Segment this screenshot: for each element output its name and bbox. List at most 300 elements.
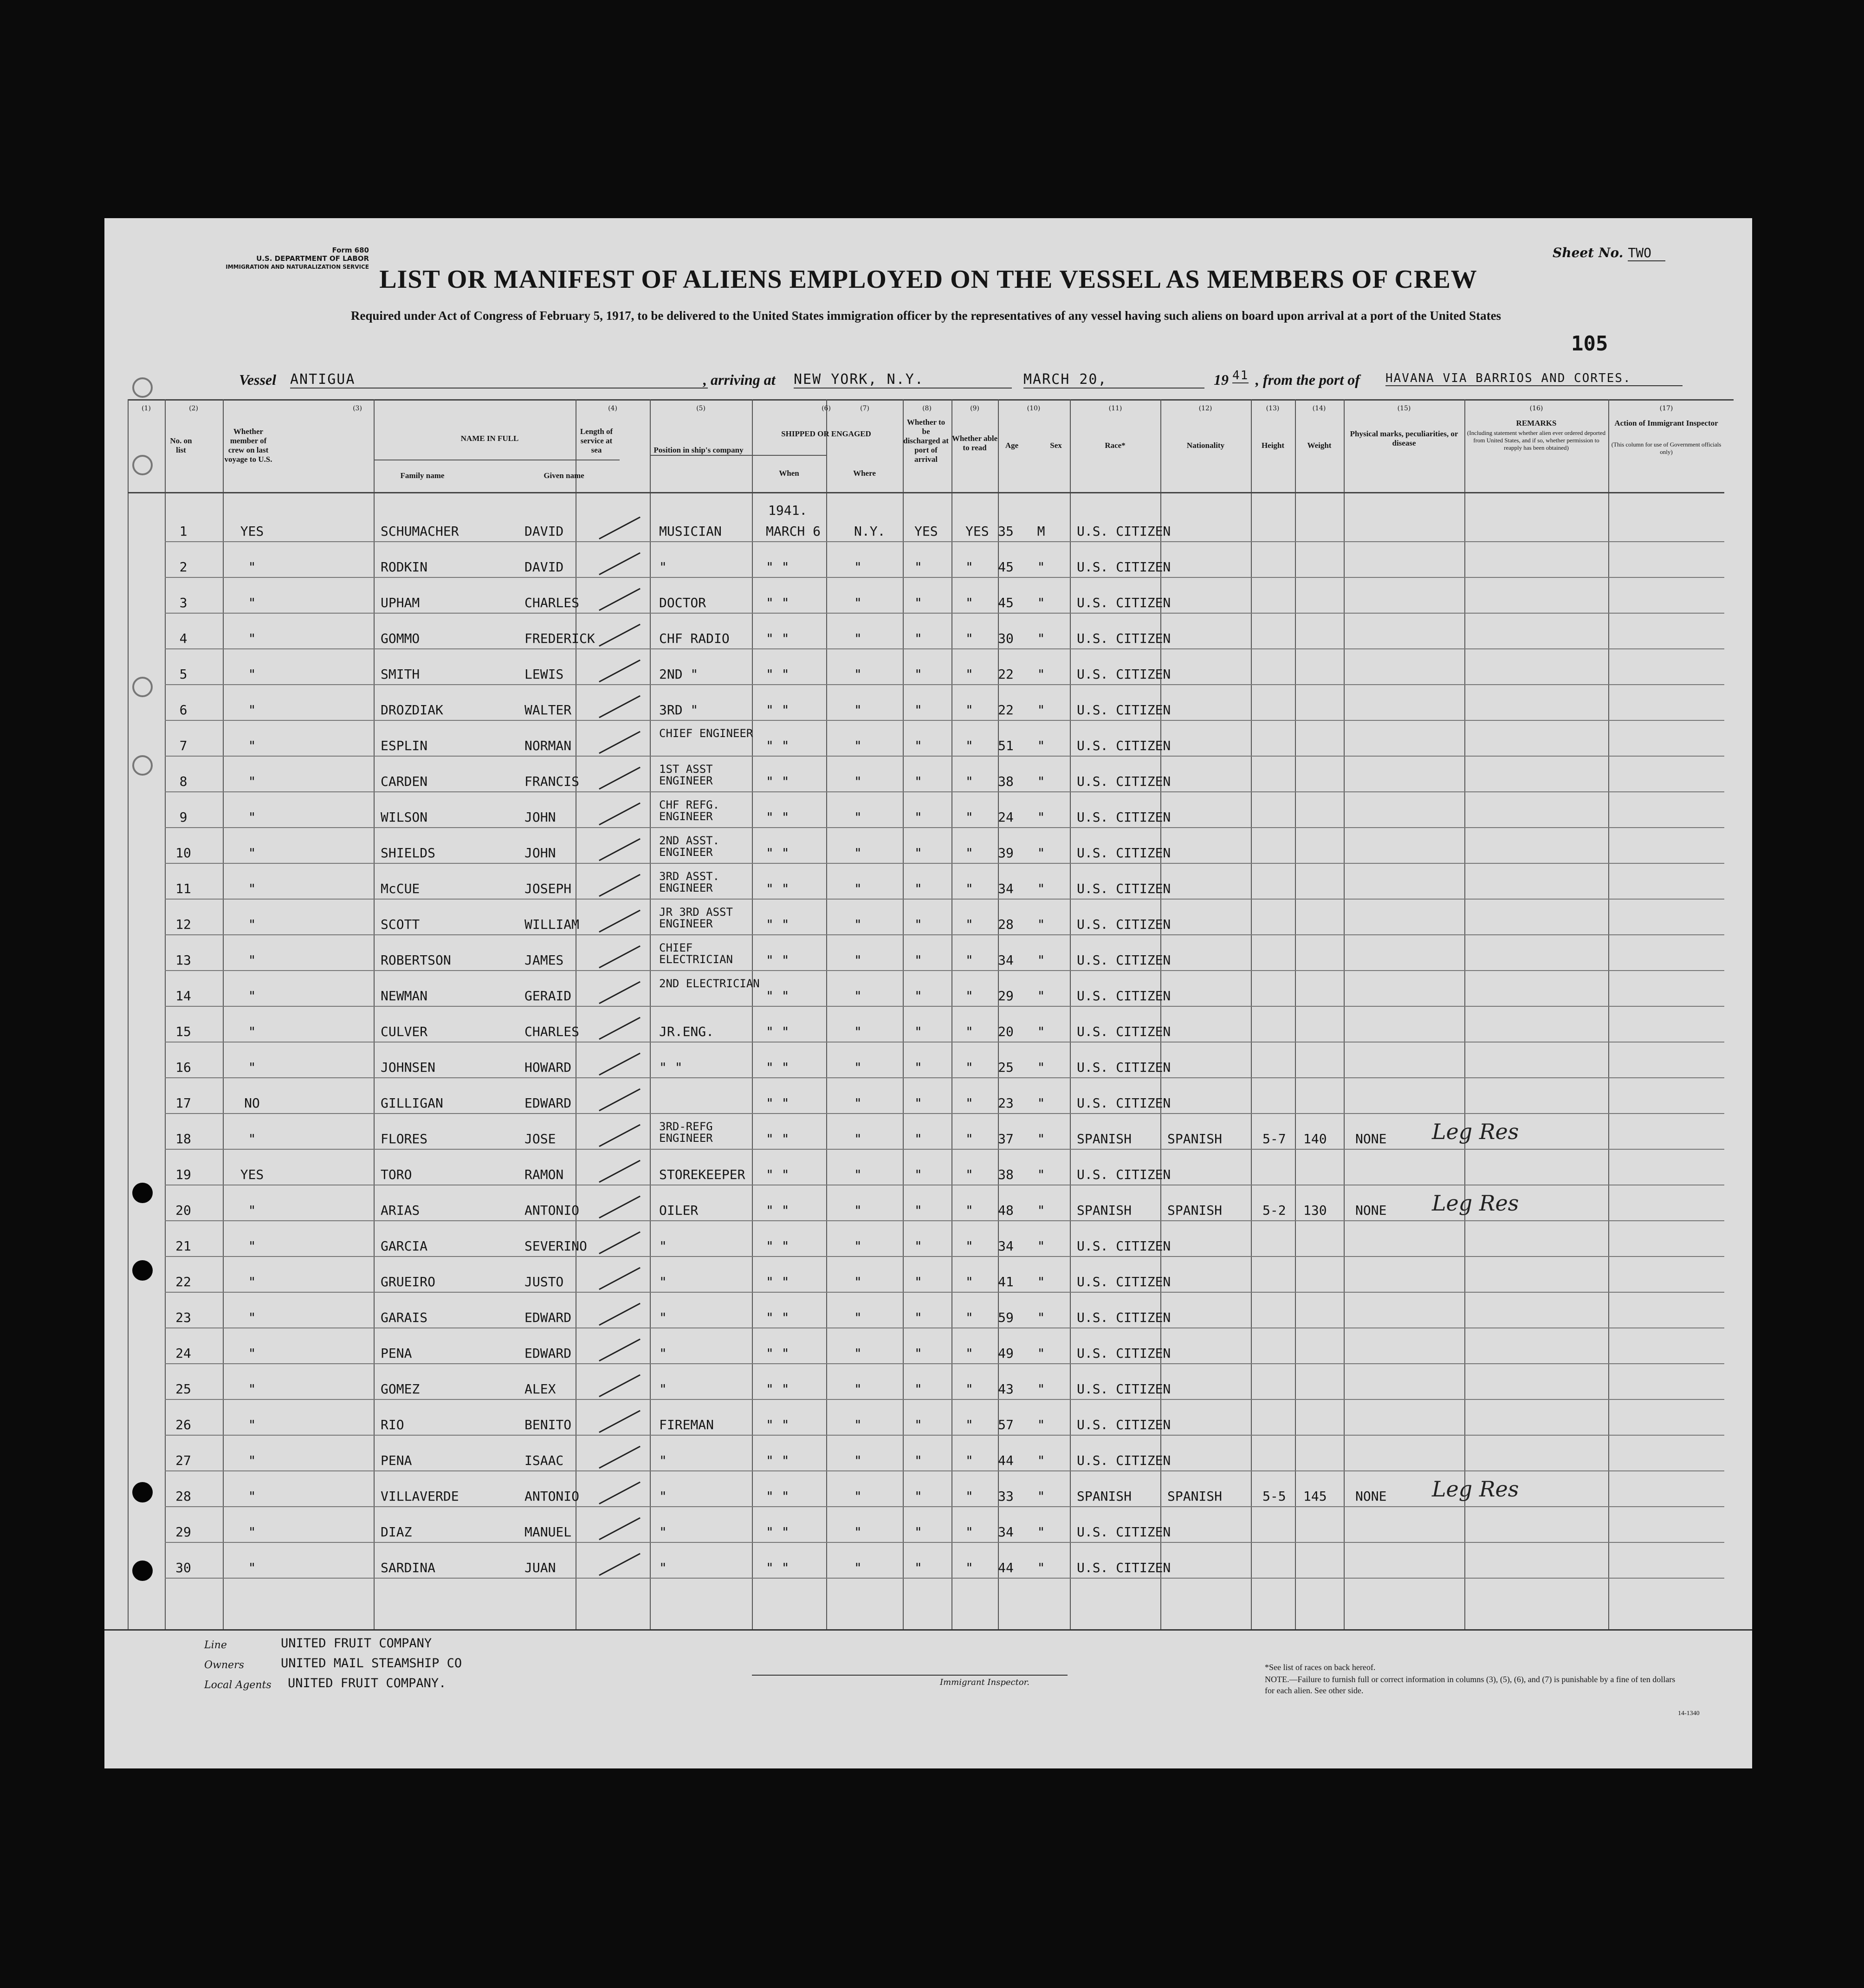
- age: 44: [998, 1453, 1014, 1468]
- age: 23: [998, 1095, 1014, 1111]
- discharged: ": [914, 952, 922, 968]
- given-name: LEWIS: [524, 667, 564, 682]
- shipped-when: " ": [766, 1489, 790, 1504]
- shipped-when: " ": [766, 1417, 790, 1432]
- column-rule: [1160, 399, 1161, 1629]
- table-row-rule: [165, 1435, 1724, 1436]
- shipped-where: ": [854, 1381, 862, 1397]
- age: 38: [998, 774, 1014, 789]
- crew-last-voyage: ": [248, 1203, 256, 1218]
- able-to-read: ": [965, 1203, 973, 1218]
- position: STOREKEEPER: [659, 1167, 745, 1182]
- shipped-where: ": [854, 952, 862, 968]
- family-name: GOMEZ: [381, 1381, 420, 1397]
- age: 29: [998, 988, 1014, 1004]
- family-name: TORO: [381, 1167, 412, 1182]
- able-to-read: ": [965, 988, 973, 1004]
- table-row-rule: [165, 1149, 1724, 1150]
- discharged: ": [914, 917, 922, 932]
- position: 1ST ASST ENGINEER: [659, 763, 713, 787]
- table-row-rule: [165, 1006, 1724, 1007]
- age: 34: [998, 1238, 1014, 1254]
- given-name: JAMES: [524, 952, 564, 968]
- row-number: 30: [175, 1560, 191, 1575]
- able-to-read: ": [965, 1489, 973, 1504]
- length-of-service-check-mark: [599, 1410, 641, 1433]
- discharged: ": [914, 1060, 922, 1075]
- age: 20: [998, 1024, 1014, 1039]
- discharged: ": [914, 1095, 922, 1111]
- sex: ": [1037, 1060, 1045, 1075]
- age: 28: [998, 917, 1014, 932]
- position: ": [659, 1310, 667, 1325]
- column-number: (8): [922, 405, 932, 412]
- column-rule: [165, 399, 166, 1629]
- race: U.S. CITIZEN: [1077, 1453, 1171, 1468]
- shipped-when: " ": [766, 595, 790, 610]
- header-inspector-action: Action of Immigrant Inspector: [1614, 419, 1718, 427]
- row-number: 21: [175, 1238, 191, 1254]
- crew-last-voyage: ": [248, 1310, 256, 1325]
- row-number: 5: [179, 667, 188, 682]
- legal-requirement: Required under Act of Congress of February 5, 1917, to be delivered to the United States immigration officer by the representatives of any vessel having such aliens on board upon arrival at a port of the United States: [350, 309, 1502, 323]
- crew-last-voyage: ": [248, 1274, 256, 1289]
- year-suffix: 41: [1232, 369, 1249, 382]
- able-to-read: ": [965, 881, 973, 896]
- discharged: ": [914, 1203, 922, 1218]
- family-name: SHIELDS: [381, 845, 436, 861]
- header-height: Height: [1261, 441, 1285, 450]
- shipped-when: " ": [766, 845, 790, 861]
- position: CHIEF ENGINEER: [659, 727, 753, 740]
- column-number: (11): [1108, 405, 1122, 412]
- table-row-rule: [165, 863, 1724, 864]
- able-to-read: ": [965, 1131, 973, 1146]
- given-name: JOSEPH: [524, 881, 572, 896]
- remarks-handwritten: Leg Res: [1432, 1191, 1519, 1216]
- shipped-where: ": [854, 1310, 862, 1325]
- length-of-service-check-mark: [599, 981, 641, 1004]
- position: ": [659, 1274, 667, 1289]
- age: 34: [998, 881, 1014, 896]
- table-row-rule: [165, 756, 1724, 757]
- sheet-number-value: TWO: [1628, 245, 1665, 261]
- able-to-read: ": [965, 667, 973, 682]
- shipped-when: " ": [766, 917, 790, 932]
- discharged: ": [914, 1524, 922, 1540]
- punch-hole: [132, 677, 153, 697]
- shipped-when: " ": [766, 667, 790, 682]
- race: U.S. CITIZEN: [1077, 1560, 1171, 1575]
- shipped-when: " ": [766, 1310, 790, 1325]
- column-rule: [1344, 399, 1345, 1629]
- discharged: ": [914, 1489, 922, 1504]
- header-age: Age: [1005, 441, 1019, 450]
- row-number: 3: [179, 595, 188, 610]
- able-to-read: ": [965, 631, 973, 646]
- discharged: ": [914, 1560, 922, 1575]
- arrival-port: NEW YORK, N.Y.: [794, 371, 1012, 389]
- able-to-read: ": [965, 559, 973, 575]
- length-of-service-check-mark: [599, 695, 641, 719]
- column-rule: [1070, 399, 1071, 1629]
- race: U.S. CITIZEN: [1077, 631, 1171, 646]
- able-to-read: ": [965, 774, 973, 789]
- able-to-read: ": [965, 809, 973, 825]
- agents-label: Local Agents: [204, 1679, 272, 1691]
- shipped-when: " ": [766, 738, 790, 753]
- family-name: GRUEIRO: [381, 1274, 436, 1289]
- discharged: ": [914, 702, 922, 718]
- physical-marks: NONE: [1355, 1203, 1387, 1218]
- row-number: 6: [179, 702, 188, 718]
- column-rule: [998, 399, 999, 1629]
- table-row-rule: [165, 1042, 1724, 1043]
- discharged: ": [914, 595, 922, 610]
- header-able-to-read: Whether able to read: [951, 434, 998, 452]
- length-of-service-check-mark: [599, 1553, 641, 1576]
- family-name: CARDEN: [381, 774, 428, 789]
- sex: ": [1037, 595, 1045, 610]
- age: 45: [998, 595, 1014, 610]
- row-number: 19: [175, 1167, 191, 1182]
- header-sex: Sex: [1050, 441, 1062, 450]
- race-note: *See list of races on back hereof.: [1265, 1663, 1376, 1672]
- shipped-subheader-rule: [650, 455, 826, 456]
- family-name: RODKIN: [381, 559, 428, 575]
- table-row-rule: [165, 720, 1724, 721]
- family-name: GARCIA: [381, 1238, 428, 1254]
- physical-marks: NONE: [1355, 1489, 1387, 1504]
- age: 22: [998, 702, 1014, 718]
- length-of-service-check-mark: [599, 624, 641, 647]
- race: U.S. CITIZEN: [1077, 917, 1171, 932]
- column-number: (10): [1027, 405, 1041, 412]
- position: ": [659, 1489, 667, 1504]
- race: U.S. CITIZEN: [1077, 667, 1171, 682]
- crew-last-voyage: ": [248, 595, 256, 610]
- sex: ": [1037, 1274, 1045, 1289]
- shipped-where: ": [854, 988, 862, 1004]
- position: JR.ENG.: [659, 1024, 714, 1039]
- row-number: 28: [175, 1489, 191, 1504]
- punch-hole: [132, 377, 153, 398]
- header-race: Race*: [1105, 441, 1126, 450]
- length-of-service-check-mark: [599, 1339, 641, 1362]
- form-code: 14-1340: [1678, 1710, 1700, 1717]
- given-name: ISAAC: [524, 1453, 564, 1468]
- length-of-service-check-mark: [599, 731, 641, 754]
- able-to-read: ": [965, 702, 973, 718]
- crew-last-voyage: ": [248, 988, 256, 1004]
- shipped-when: " ": [766, 1560, 790, 1575]
- table-row-rule: [165, 1077, 1724, 1078]
- family-name: JOHNSEN: [381, 1060, 436, 1075]
- shipped-where: ": [854, 667, 862, 682]
- age: 25: [998, 1060, 1014, 1075]
- department-name: U.S. DEPARTMENT OF LABOR: [256, 254, 369, 263]
- sex: ": [1037, 1310, 1045, 1325]
- form-number: Form 680: [332, 246, 369, 254]
- header-name-in-full: NAME IN FULL: [460, 434, 519, 443]
- shipped-when: " ": [766, 952, 790, 968]
- given-name: HOWARD: [524, 1060, 572, 1075]
- given-name: WILLIAM: [524, 917, 580, 932]
- family-name: GILLIGAN: [381, 1095, 443, 1111]
- race: U.S. CITIZEN: [1077, 524, 1171, 539]
- length-of-service-check-mark: [599, 588, 641, 611]
- given-name: MANUEL: [524, 1524, 572, 1540]
- row-number: 25: [175, 1381, 191, 1397]
- age: 34: [998, 1524, 1014, 1540]
- position: " ": [659, 1060, 683, 1075]
- column-number: (3): [353, 405, 362, 412]
- sex: ": [1037, 667, 1045, 682]
- sex: ": [1037, 1131, 1045, 1146]
- given-name: ANTONIO: [524, 1203, 580, 1218]
- table-row-rule: [165, 970, 1724, 971]
- table-row-rule: [165, 1542, 1724, 1543]
- line-label: Line: [204, 1639, 227, 1651]
- table-bottom-rule: [104, 1629, 1752, 1631]
- crew-last-voyage: ": [248, 809, 256, 825]
- row-number: 2: [179, 559, 188, 575]
- able-to-read: ": [965, 1024, 973, 1039]
- position: CHF REFG. ENGINEER: [659, 798, 720, 823]
- crew-last-voyage: ": [248, 559, 256, 575]
- column-number: (13): [1266, 405, 1280, 412]
- row-number: 13: [175, 952, 191, 968]
- header-length-of-service: Length of service at sea: [580, 427, 613, 454]
- departure-port: HAVANA VIA BARRIOS AND CORTES.: [1385, 371, 1683, 386]
- sex: ": [1037, 845, 1045, 861]
- race: U.S. CITIZEN: [1077, 702, 1171, 718]
- age: 43: [998, 1381, 1014, 1397]
- shipped-where: ": [854, 1524, 862, 1540]
- position: 3RD ASST. ENGINEER: [659, 870, 720, 894]
- sex: ": [1037, 774, 1045, 789]
- shipped-when: " ": [766, 1060, 790, 1075]
- discharged: ": [914, 1310, 922, 1325]
- given-name: FRANCIS: [524, 774, 580, 789]
- family-name: McCUE: [381, 881, 420, 896]
- position: 2ND ": [659, 667, 699, 682]
- length-of-service-check-mark: [599, 1482, 641, 1505]
- shipped-where: N.Y.: [854, 524, 886, 539]
- family-name: GOMMO: [381, 631, 420, 646]
- crew-last-voyage: ": [248, 1346, 256, 1361]
- header-position: Position in ship's company: [654, 446, 744, 454]
- column-rule: [650, 399, 651, 1629]
- row-number: 11: [175, 881, 191, 896]
- agents-value: UNITED FRUIT COMPANY.: [288, 1676, 447, 1690]
- given-name: BENITO: [524, 1417, 572, 1432]
- row-number: 29: [175, 1524, 191, 1540]
- discharged: ": [914, 667, 922, 682]
- row-number: 10: [175, 845, 191, 861]
- race: U.S. CITIZEN: [1077, 1024, 1171, 1039]
- shipped-when: " ": [766, 1203, 790, 1218]
- family-name: WILSON: [381, 809, 428, 825]
- race: U.S. CITIZEN: [1077, 1346, 1171, 1361]
- age: 41: [998, 1274, 1014, 1289]
- position: 2ND ASST. ENGINEER: [659, 834, 720, 859]
- given-name: EDWARD: [524, 1310, 572, 1325]
- shipped-where: ": [854, 1131, 862, 1146]
- race: U.S. CITIZEN: [1077, 1274, 1171, 1289]
- sex: ": [1037, 1167, 1045, 1182]
- position: OILER: [659, 1203, 699, 1218]
- discharged: ": [914, 1238, 922, 1254]
- table-top-rule: [128, 399, 1734, 401]
- table-row-rule: [165, 1113, 1724, 1114]
- table-row-rule: [165, 1256, 1724, 1257]
- column-number: (1): [142, 405, 151, 412]
- discharged: ": [914, 988, 922, 1004]
- age: 33: [998, 1489, 1014, 1504]
- sex: ": [1037, 1238, 1045, 1254]
- able-to-read: ": [965, 1274, 973, 1289]
- length-of-service-check-mark: [599, 1303, 641, 1326]
- able-to-read: ": [965, 1417, 973, 1432]
- table-row-rule: [165, 1399, 1724, 1400]
- discharged: ": [914, 1453, 922, 1468]
- column-number: (4): [608, 405, 617, 412]
- shipped-where: ": [854, 1346, 862, 1361]
- vessel-label: Vessel: [239, 371, 276, 388]
- race: U.S. CITIZEN: [1077, 774, 1171, 789]
- crew-last-voyage: ": [248, 1060, 256, 1075]
- sheet-number: [1553, 245, 1665, 260]
- crew-last-voyage: ": [248, 702, 256, 718]
- table-row-rule: [165, 1578, 1724, 1579]
- weight: 140: [1303, 1131, 1327, 1146]
- position: JR 3RD ASST ENGINEER: [659, 906, 733, 930]
- physical-marks: NONE: [1355, 1131, 1387, 1146]
- crew-last-voyage: ": [248, 952, 256, 968]
- discharged: ": [914, 845, 922, 861]
- given-name: DAVID: [524, 559, 564, 575]
- race: U.S. CITIZEN: [1077, 1310, 1171, 1325]
- able-to-read: ": [965, 1238, 973, 1254]
- position: ": [659, 1453, 667, 1468]
- given-name: FREDERICK: [524, 631, 595, 646]
- vessel-name: ANTIGUA: [290, 371, 708, 389]
- race: U.S. CITIZEN: [1077, 559, 1171, 575]
- sex: ": [1037, 917, 1045, 932]
- given-name: JOHN: [524, 845, 556, 861]
- table-row-rule: [165, 648, 1724, 649]
- shipped-when: " ": [766, 1346, 790, 1361]
- column-rule: [128, 399, 129, 1629]
- column-rule: [223, 399, 224, 1629]
- column-number: (14): [1312, 405, 1326, 412]
- manifest-sheet: [104, 218, 1752, 1768]
- able-to-read: ": [965, 1310, 973, 1325]
- able-to-read: ": [965, 738, 973, 753]
- arrival-date: MARCH 20,: [1023, 371, 1204, 389]
- penalty-note: NOTE.—Failure to furnish full or correct information in columns (3), (5), (6), and (7) is punishable by a fine of ten dollars for each alien. See other side.: [1265, 1675, 1676, 1695]
- sex: M: [1037, 524, 1045, 539]
- position: ": [659, 1238, 667, 1254]
- family-name: DROZDIAK: [381, 702, 443, 718]
- row-number: 14: [175, 988, 191, 1004]
- position: ": [659, 1524, 667, 1540]
- family-name: PENA: [381, 1453, 412, 1468]
- sex: ": [1037, 1417, 1045, 1432]
- able-to-read: ": [965, 1167, 973, 1182]
- given-name: JOSE: [524, 1131, 556, 1146]
- shipped-where: ": [854, 1560, 862, 1575]
- age: 38: [998, 1167, 1014, 1182]
- shipped-when: " ": [766, 559, 790, 575]
- age: 59: [998, 1310, 1014, 1325]
- punch-hole: [132, 1260, 153, 1281]
- crew-last-voyage: NO: [244, 1095, 260, 1111]
- table-row-rule: [165, 577, 1724, 578]
- crew-last-voyage: ": [248, 667, 256, 682]
- row-number: 12: [175, 917, 191, 932]
- sex: ": [1037, 1489, 1045, 1504]
- shipped-where: ": [854, 1274, 862, 1289]
- header-weight: Weight: [1307, 441, 1332, 450]
- age: 45: [998, 559, 1014, 575]
- header-inspector-action-detail: (This column for use of Government officials only): [1611, 441, 1722, 455]
- position: ": [659, 559, 667, 575]
- column-rule: [1608, 399, 1609, 1629]
- given-name: EDWARD: [524, 1095, 572, 1111]
- owners-value: UNITED MAIL STEAMSHIP CO: [281, 1656, 462, 1671]
- length-of-service-check-mark: [599, 1231, 641, 1255]
- family-name: UPHAM: [381, 595, 420, 610]
- row-number: 8: [179, 774, 188, 789]
- position: ": [659, 1381, 667, 1397]
- discharged: ": [914, 809, 922, 825]
- shipped-when: " ": [766, 774, 790, 789]
- row-number: 26: [175, 1417, 191, 1432]
- nationality: SPANISH: [1167, 1131, 1223, 1146]
- length-of-service-check-mark: [599, 1017, 641, 1040]
- crew-last-voyage: ": [248, 1560, 256, 1575]
- shipped-where: ": [854, 1167, 862, 1182]
- sex: ": [1037, 809, 1045, 825]
- discharged: YES: [914, 524, 938, 539]
- punch-hole: [132, 455, 153, 475]
- position: 3RD ": [659, 702, 699, 718]
- weight: 145: [1303, 1489, 1327, 1504]
- discharged: ": [914, 631, 922, 646]
- race: U.S. CITIZEN: [1077, 1167, 1171, 1182]
- column-number: (2): [189, 405, 198, 412]
- length-of-service-check-mark: [599, 1160, 641, 1183]
- family-name: VILLAVERDE: [381, 1489, 459, 1504]
- sex: ": [1037, 1346, 1045, 1361]
- given-name: NORMAN: [524, 738, 572, 753]
- shipped-where: ": [854, 809, 862, 825]
- able-to-read: ": [965, 1095, 973, 1111]
- race: U.S. CITIZEN: [1077, 1095, 1171, 1111]
- punch-hole: [132, 1482, 153, 1502]
- family-name: CULVER: [381, 1024, 428, 1039]
- sex: ": [1037, 1095, 1045, 1111]
- sex: ": [1037, 1024, 1045, 1039]
- length-of-service-check-mark: [599, 517, 641, 540]
- race: U.S. CITIZEN: [1077, 1238, 1171, 1254]
- able-to-read: ": [965, 845, 973, 861]
- given-name: JUSTO: [524, 1274, 564, 1289]
- from-label: , from the port of: [1256, 371, 1360, 388]
- age: 49: [998, 1346, 1014, 1361]
